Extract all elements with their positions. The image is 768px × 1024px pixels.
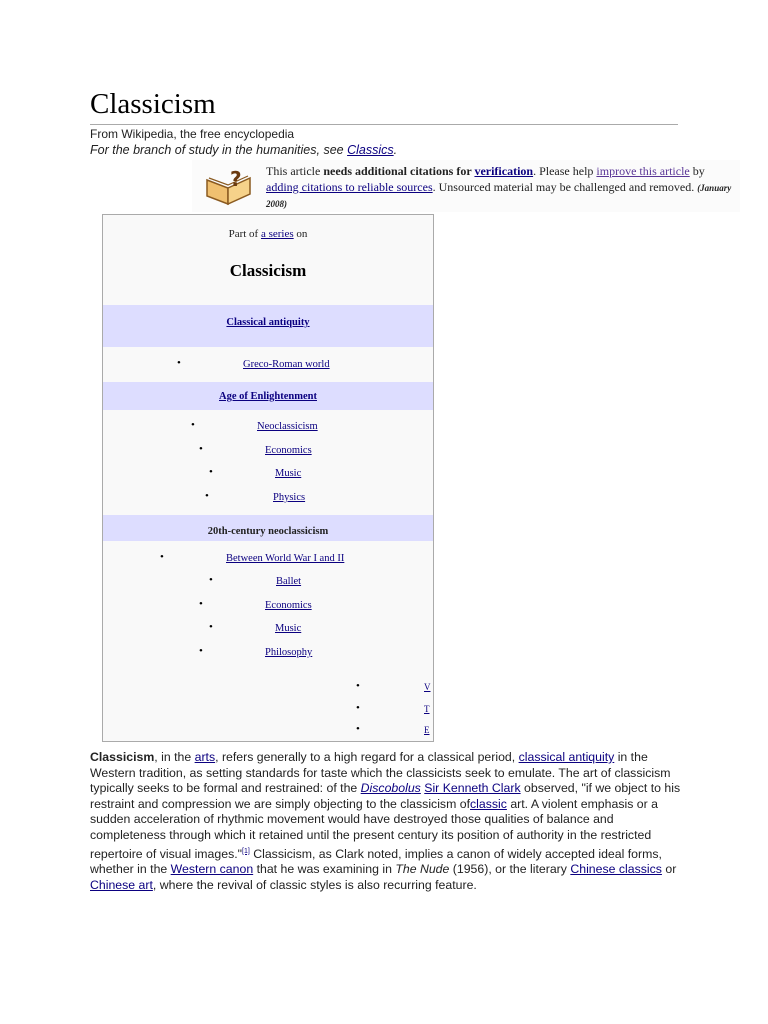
- bullet-icon: •: [356, 680, 360, 692]
- physics-link[interactable]: Physics: [273, 492, 306, 503]
- improve-article-link[interactable]: improve this article: [596, 164, 690, 178]
- verification-link[interactable]: verification: [474, 164, 534, 178]
- body-text: in the Western tradition, as setting standards for taste which the classicists seek to emulate. The art of classicism typically seeks to be formal and restrained: of the: [90, 750, 671, 796]
- page-title: Classicism: [90, 88, 216, 120]
- adding-citations-link[interactable]: adding citations to reliable sources: [266, 179, 433, 194]
- bullet-icon: •: [209, 621, 213, 633]
- title-divider: [90, 124, 678, 125]
- bullet-icon: •: [356, 702, 360, 714]
- neoclassicism-link[interactable]: Neoclassicism: [257, 421, 318, 432]
- classic-link[interactable]: classic: [470, 796, 507, 811]
- economics-link[interactable]: Economics: [265, 600, 312, 611]
- notice-text-4: . Unsourced material may be challenged and removed.: [432, 179, 698, 194]
- bullet-icon: •: [209, 466, 213, 478]
- notice-text-1: This article: [266, 164, 324, 178]
- book-question-icon: [204, 166, 254, 206]
- bullet-icon: •: [177, 357, 181, 369]
- body-text: art. A violent emphasis or a sudden acceleration of rhythmic movement would have destroyed those qualities of balance and completeness through which it retained until the present century its position of authority in the restricted repertoire of visual images.": [90, 796, 658, 861]
- pretitle-prefix: Part of: [228, 228, 261, 240]
- greco-roman-link[interactable]: Greco-Roman world: [243, 359, 330, 370]
- notice-emphasis: needs additional citations for: [323, 164, 475, 178]
- bullet-icon: •: [205, 490, 209, 502]
- sidebar-pretitle: [103, 228, 433, 240]
- music-link[interactable]: Music: [275, 468, 302, 479]
- view-template-link[interactable]: V: [424, 682, 431, 692]
- article-body: [90, 750, 690, 893]
- svg-text:?: ?: [230, 167, 242, 191]
- classics-link[interactable]: Classics: [347, 143, 394, 157]
- edit-template-link[interactable]: E: [424, 725, 430, 735]
- bullet-icon: •: [191, 419, 195, 431]
- hatnote-suffix: .: [393, 143, 398, 157]
- ballet-link[interactable]: Ballet: [276, 576, 302, 587]
- classical-antiquity-link[interactable]: Classical antiquity: [226, 317, 310, 328]
- bullet-icon: •: [356, 723, 360, 735]
- series-sidebar: [102, 214, 434, 742]
- pretitle-suffix: on: [293, 228, 308, 240]
- body-text: (1956), or the literary: [449, 862, 571, 877]
- kenneth-clark-link[interactable]: Sir Kenneth Clark: [424, 781, 521, 796]
- section-heading-enlightenment[interactable]: [103, 382, 433, 410]
- bullet-icon: •: [199, 443, 203, 455]
- bullet-icon: •: [199, 645, 203, 657]
- section-heading-classical-antiquity[interactable]: [103, 305, 433, 347]
- bullet-icon: •: [160, 551, 164, 563]
- the-nude-title: The Nude: [395, 862, 450, 877]
- age-of-enlightenment-link[interactable]: Age of Enlightenment: [219, 391, 317, 402]
- hatnote: [90, 143, 397, 157]
- citation-notice: [192, 160, 740, 212]
- article-subject: Classicism: [90, 750, 155, 764]
- chinese-classics-link[interactable]: Chinese classics: [570, 862, 662, 877]
- discobolus-link[interactable]: Discobolus: [360, 781, 421, 796]
- hatnote-text: For the branch of study in the humanities, see: [90, 143, 348, 157]
- notice-text-2: . Please help: [533, 164, 597, 178]
- economics-link[interactable]: Economics: [265, 445, 312, 456]
- page-tagline: From Wikipedia, the free encyclopedia: [90, 127, 295, 141]
- western-canon-link[interactable]: Western canon: [170, 862, 254, 877]
- series-link[interactable]: a series: [260, 228, 294, 240]
- body-text: , in the: [154, 750, 195, 764]
- body-text: or: [661, 862, 677, 877]
- notice-date: (January 2008): [266, 182, 732, 209]
- citation-notice-text: [266, 164, 736, 213]
- section-heading-20th-century: 20th-century neoclassicism: [103, 515, 433, 541]
- body-text: , refers generally to a high regard for a classical period,: [215, 750, 519, 764]
- notice-text-3: by: [689, 164, 705, 178]
- intro-paragraph: [90, 750, 690, 893]
- body-text: Classicism, as Clark noted, implies a canon of widely accepted ideal forms, whether in the: [90, 846, 662, 877]
- philosophy-link[interactable]: Philosophy: [265, 647, 313, 658]
- bullet-icon: •: [209, 574, 213, 586]
- talk-template-link[interactable]: T: [424, 704, 430, 714]
- body-text: , where the revival of classic styles is also recurring feature.: [152, 877, 477, 892]
- between-world-wars-link[interactable]: Between World War I and II: [226, 553, 345, 564]
- citation-1-link[interactable]: [1]: [242, 847, 250, 855]
- chinese-art-link[interactable]: Chinese art: [90, 877, 153, 892]
- bullet-icon: •: [199, 598, 203, 610]
- body-text: that he was examining in: [253, 862, 396, 877]
- body-text: observed, "if we object to his restraint and compression we are simply objecting to the classicism of: [90, 781, 681, 811]
- sidebar-title: Classicism: [229, 261, 307, 280]
- classical-antiquity-inline-link[interactable]: classical antiquity: [518, 750, 615, 764]
- music-link[interactable]: Music: [275, 623, 302, 634]
- arts-link[interactable]: arts: [194, 750, 216, 764]
